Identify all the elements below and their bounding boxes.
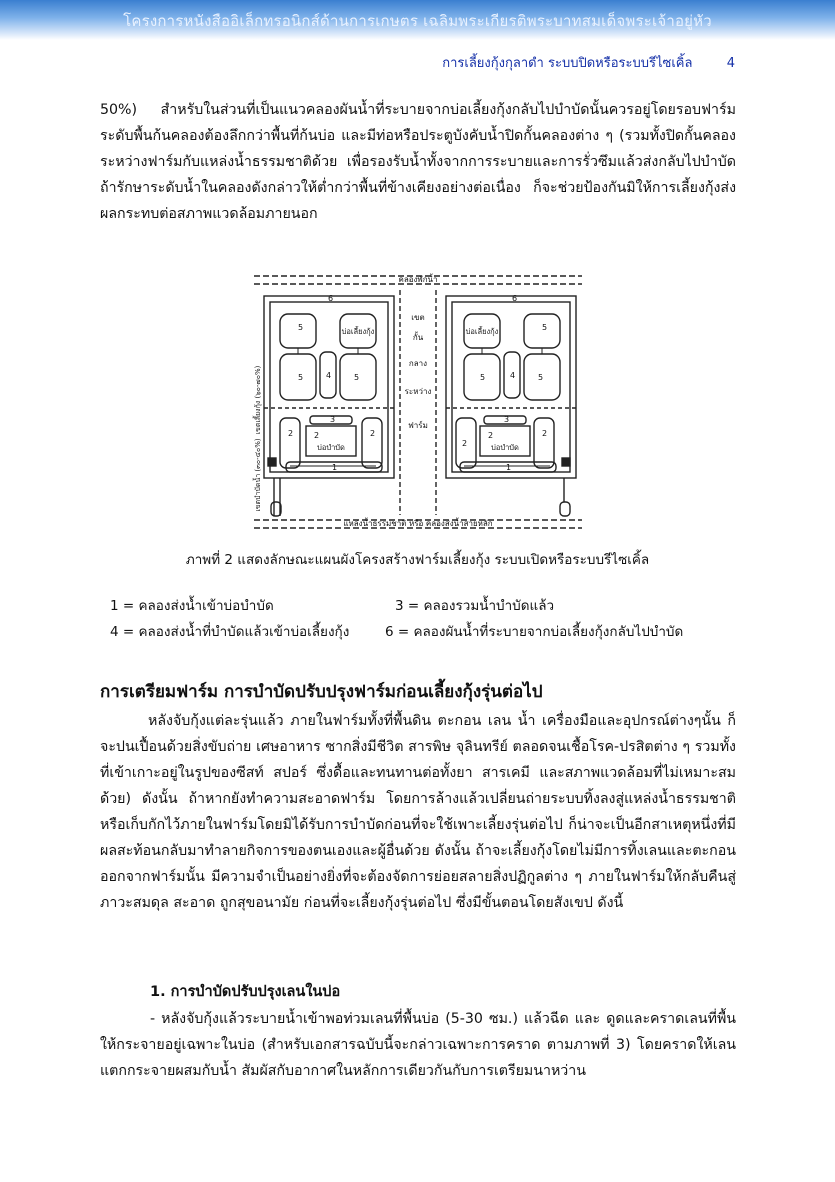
num-1: 1	[506, 463, 512, 472]
section-heading: การเตรียมฟาร์ม การบำบัดปรับปรุงฟาร์มก่อนเลี้ยงกุ้งรุ่นต่อไป	[100, 682, 543, 702]
legend-item-6: 6 = คลองผันน้ำที่ระบายจากบ่อเลี้ยงกุ้งกลับไปบำบัด	[385, 624, 684, 640]
diagram-mid-label-5: ฟาร์ม	[408, 421, 428, 430]
running-title-text: การเลี้ยงกุ้งกุลาดำ ระบบปิดหรือระบบรีไซเคิ้ล	[442, 56, 693, 71]
num-2: 2	[542, 429, 548, 438]
page-number: 4	[726, 56, 735, 71]
legend-item-3: 3 = คลองรวมน้ำบำบัดแล้ว	[395, 598, 555, 614]
num-5: 5	[480, 373, 486, 382]
num-2: 2	[462, 439, 468, 448]
diagram-mid-label-2: กั้น	[412, 333, 424, 342]
diagram-mid-label-1: เขต	[411, 313, 425, 322]
diagram-mid-label-3: กลาง	[408, 359, 428, 368]
diagram-bottom-label: แหล่งน้ำธรรมชาติ หรือ คลองส่งน้ำสายหลัก	[343, 519, 493, 528]
pond-shrimp-label-right: บ่อเลี้ยงกุ้ง	[465, 327, 499, 336]
num-4: 4	[510, 371, 516, 380]
farm-layout-diagram	[250, 270, 586, 538]
banner-text: โครงการหนังสืออิเล็กทรอนิกส์ด้านการเกษตร เฉลิมพระเกียรติพระบาทสมเด็จพระเจ้าอยู่หัว	[123, 12, 712, 30]
num-2: 2	[488, 431, 494, 440]
num-6: 6	[512, 294, 518, 303]
pond-treat-label-left: บ่อบำบัด	[317, 443, 345, 452]
paragraph-2: หลังจับกุ้งแต่ละรุ่นแล้ว ภายในฟาร์มทั้งที่พื้นดิน ตะกอน เลน น้ำ เครื่องมือและอุปกรณ์ต่างๆนั้น ก็จะปนเปื้อนด้วยสิ่งขับถ่าย เศษอาหาร ซากสิ่งมีชีวิต สารพิษ จุลินทรีย์ ตลอดจนเชื้อโรค-ปรสิตต่าง ๆ รวมทั้งที่เข้าเกาะอยู่ในรูปของซีสท์ สปอร์ ซึ่งดื้อและทนทานต่อทั้งยา สารเคมี และสภาพแวดล้อมที่ไม่เหมาะสมด้วย) ดังนั้น ถ้าหากยังทำความสะอาดฟาร์ม โดยการล้างแล้วเปลี่ยนถ่ายระบบทิ้งลงสู่แหล่งน้ำธรรมชาติหรือเก็บกักไว้ภายในฟาร์มโดยมิได้รับการบำบัดก่อนที่จะใช้เพาะเลี้ยงรุ่นต่อไป ก็น่าจะเป็นอีกสาเหตุหนึ่งที่มีผลสะท้อนกลับมาทำลายกิจการของตนเองและผู้อื่นด้วย ดังนั้น ถ้าจะเลี้ยงกุ้งโดยไม่มีการทิ้งเลนและตะกอนออกจากฟาร์มนั้น มีความจำเป็นอย่างยิ่งที่จะต้องจัดการย่อยสลายสิ่งปฏิกูลต่าง ๆ ภายในฟาร์มให้กลับคืนสู่ภาวะสมดุล สะอาด ถูกสุขอนามัย ก่อนที่จะเลี้ยงกุ้งรุ่นต่อไป ซึ่งมีขั้นตอนโดยสังเขป ดังนี้	[100, 713, 736, 911]
paragraph-1: 50%) สำหรับในส่วนที่เป็นแนวคลองผันน้ำที่ระบายจากบ่อเลี้ยงกุ้งกลับไปบำบัดนั้นควรอยู่โดยรอบฟาร์ม ระดับพื้นก้นคลองต้องลึกกว่าพื้นที่ก้นบ่อ และมีท่อหรือประตูบังคับน้ำปิดกั้นคลองต่าง ๆ (รวมทั้งปิดกั้นคลองระหว่างฟาร์มกับแหล่งน้ำธรรมชาติด้วย เพื่อรองรับน้ำทั้งจากการระบายและการรั่วซึมแล้วส่งกลับไปบำบัด ถ้ารักษาระดับน้ำในคลองดังกล่าวให้ต่ำกว่าพื้นที่ข้างเคียงอย่างต่อเนื่อง ก็จะช่วยป้องกันมิให้การเลี้ยงกุ้งส่งผลกระทบต่อสภาพแวดล้อมภายนอก	[100, 102, 736, 222]
paragraph-3: - หลังจับกุ้งแล้วระบายน้ำเข้าพอท่วมเลนที่พื้นบ่อ (5-30 ซม.) แล้วฉีด และ ดูดและคราดเลนที่พื้นให้กระจายอยู่เฉพาะในบ่อ (สำหรับเอกสารฉบับนี้จะกล่าวเฉพาะการคราด ตามภาพที่ 3) โดยคราดให้เลนแตกกระจายผสมกับน้ำ สัมผัสกับอากาศในหลักการเดียวกันกับการเตรียมนาหว่าน	[100, 1011, 736, 1079]
num-5: 5	[298, 323, 304, 332]
legend-item-4: 4 = คลองส่งน้ำที่บำบัดแล้วเข้าบ่อเลี้ยงกุ้ง	[110, 624, 350, 640]
running-title	[442, 52, 735, 73]
pond-shrimp-label-left: บ่อเลี้ยงกุ้ง	[341, 327, 375, 336]
pond-treat-label-right: บ่อบำบัด	[491, 443, 519, 452]
num-2: 2	[314, 431, 320, 440]
subsection-heading: 1. การบำบัดปรับปรุงเลนในบ่อ	[150, 984, 341, 1000]
num-1: 1	[332, 463, 338, 472]
num-5: 5	[298, 373, 304, 382]
banner	[0, 0, 835, 40]
num-6: 6	[328, 294, 334, 303]
num-5: 5	[354, 373, 360, 382]
diagram-mid-label-4: ระหว่าง	[404, 387, 432, 396]
num-2: 2	[288, 429, 294, 438]
legend-item-1: 1 = คลองส่งน้ำเข้าบ่อบำบัด	[110, 598, 274, 614]
figure-caption: ภาพที่ 2 แสดงลักษณะแผนผังโครงสร้างฟาร์มเลี้ยงกุ้ง ระบบเปิดหรือระบบรีไซเคิ้ล	[185, 552, 650, 568]
num-4: 4	[326, 371, 332, 380]
num-5: 5	[542, 323, 548, 332]
diagram-left-label-top: เขตเลี้ยงกุ้ง (๖๐-๗๐%)	[254, 365, 262, 435]
num-5: 5	[538, 373, 544, 382]
num-2: 2	[370, 429, 376, 438]
num-3: 3	[504, 415, 510, 424]
diagram-top-label: คลองพักน้ำ	[398, 275, 438, 284]
diagram-left-label-bottom: เขตบำบัดน้ำ (๓๐-๔๐%)	[254, 438, 262, 512]
num-3: 3	[330, 415, 336, 424]
